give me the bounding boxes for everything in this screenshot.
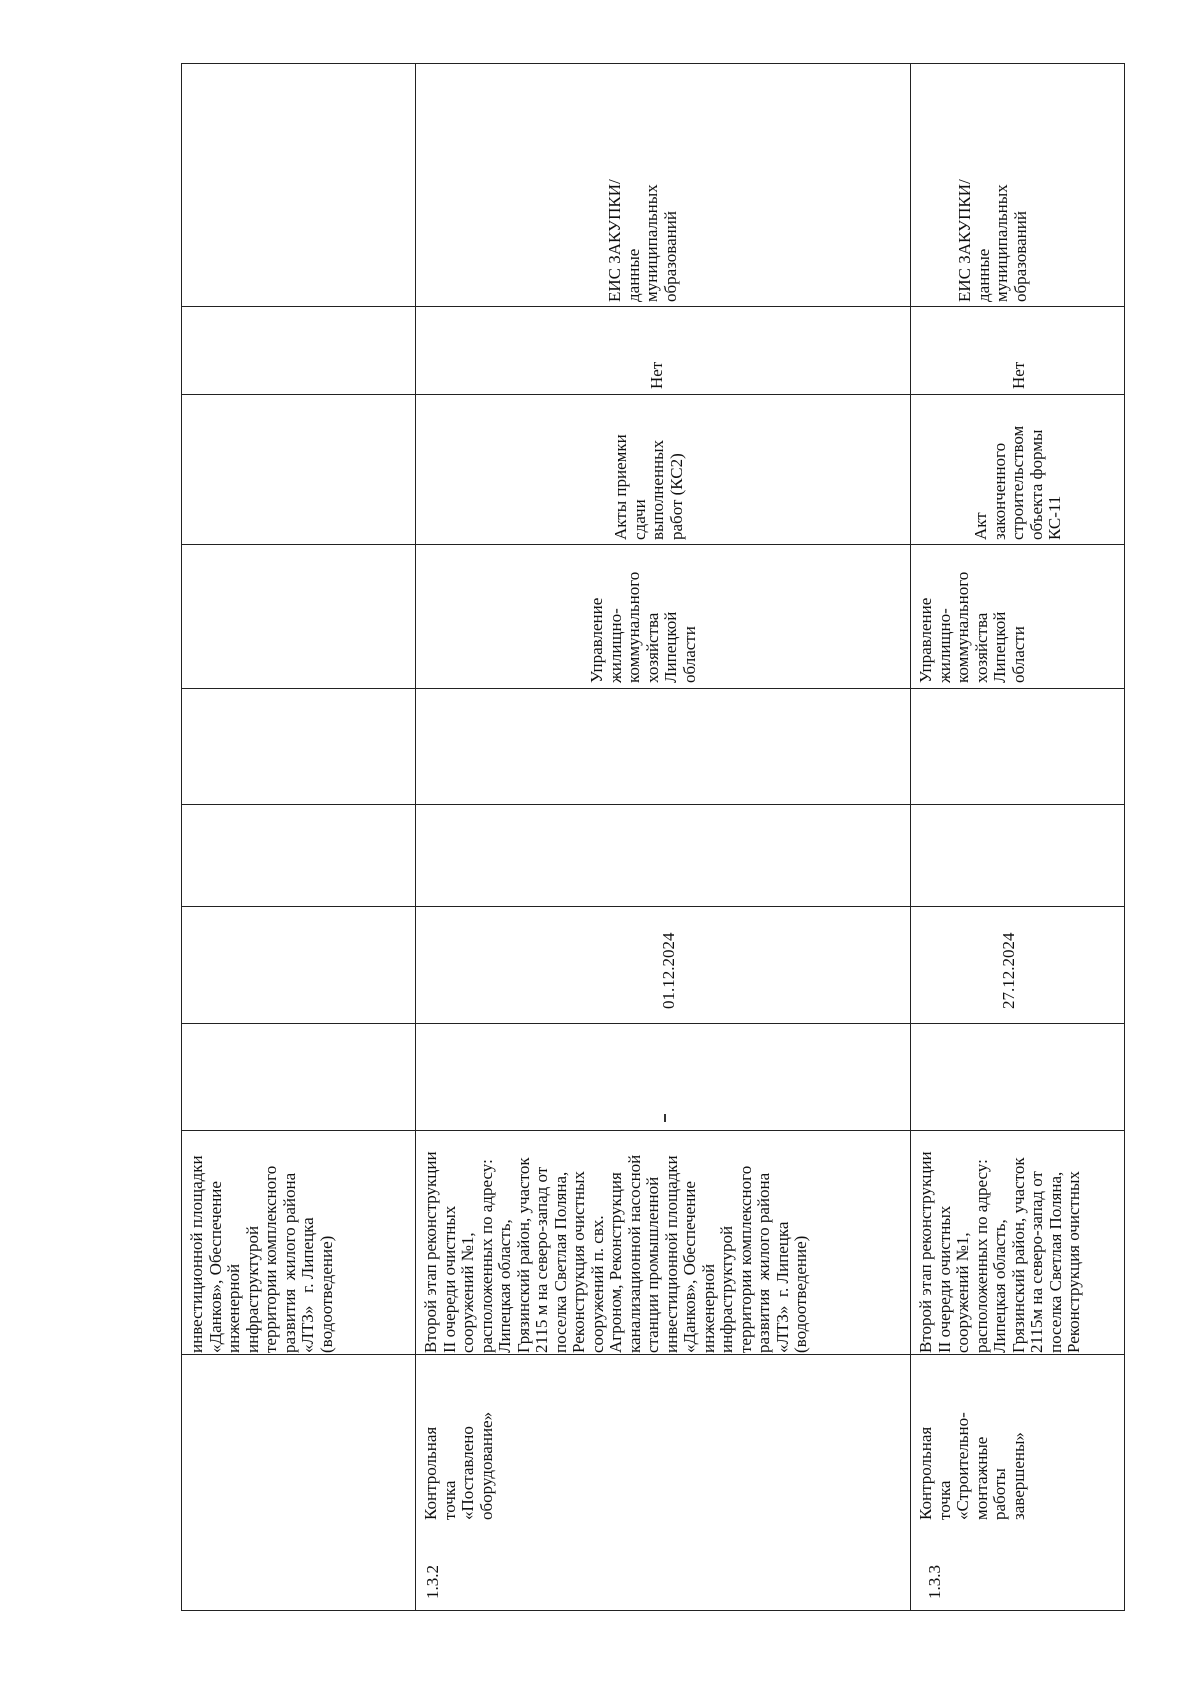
table-grid-line [181,1023,1125,1024]
row-1-3-2-flag: Нет [647,361,666,389]
row-1-3-2-document: Акты приемки сдачи выполненных работ (КС2) [611,434,686,540]
table-grid-line [415,63,416,1611]
row-1-3-3-number: 1.3.3 [925,1565,944,1599]
row-top-description: инвестиционной площадки «Данков», Обеспечение инженерной инфраструктурой территории комплексного развития жилого района «ЛТЗ» г. Липецка (водоотведение) [187,1155,336,1353]
table-grid-line [181,1130,1125,1131]
row-1-3-2-date: 01.12.2024 [659,932,678,1009]
table-grid-line [181,1354,1125,1355]
row-1-3-2-description: Второй этап реконструкции II очереди очистных сооружений №1, расположенных по адресу: Липецкая область, Грязинский район, участок 2115 м на северо-запад от поселка Светлая Поляна, Реконструкция очистных сооружений п. свх. Агроном, Реконструкция канализационной насосной станции промышленной инвестиционной площадки «Данков», Обеспечение инженерной инфраструктурой территории комплексного развития жилого района «ЛТЗ» г. Липецка (водоотведение) [421,1151,810,1353]
row-1-3-2-checkpoint: Контрольная точка «Поставлено оборудование» [421,1411,496,1520]
table-grid-line [181,306,1125,307]
row-1-3-3-document: Акт законченного строительством объекта формы КС-11 [971,425,1064,540]
row-1-3-3-responsible: Управление жилищно- коммунального хозяйства Липецкой области [916,571,1028,683]
table-grid-line [181,804,1125,805]
row-1-3-3-description: Второй этап реконструкции II очереди очистных сооружений №1, расположенных по адресу: Липецкая область, Грязинский район, участок 2115м на северо-запад от поселка Светлая Поляна, Реконструкция очистных [916,1151,1083,1353]
table-grid-line [910,63,911,1611]
row-1-3-2-source: ЕИС ЗАКУПКИ/ данные муниципальных образований [605,179,680,302]
row-1-3-3-source: ЕИС ЗАКУПКИ/ данные муниципальных образований [955,179,1030,302]
row-1-3-2-number: 1.3.2 [423,1565,442,1599]
row-1-3-3-flag: Нет [1009,361,1028,389]
table-grid-line [181,906,1125,907]
table-grid-line [181,544,1125,545]
row-1-3-2-responsible: Управление жилищно- коммунального хозяйства Липецкой области [587,571,699,683]
table-grid-line [181,394,1125,395]
row-1-3-3-date: 27.12.2024 [999,932,1018,1009]
row-1-3-3-checkpoint: Контрольная точка «Строительно- монтажные работы завершены» [916,1412,1028,1520]
table-grid-line [181,688,1125,689]
scan-mark [664,1114,666,1122]
